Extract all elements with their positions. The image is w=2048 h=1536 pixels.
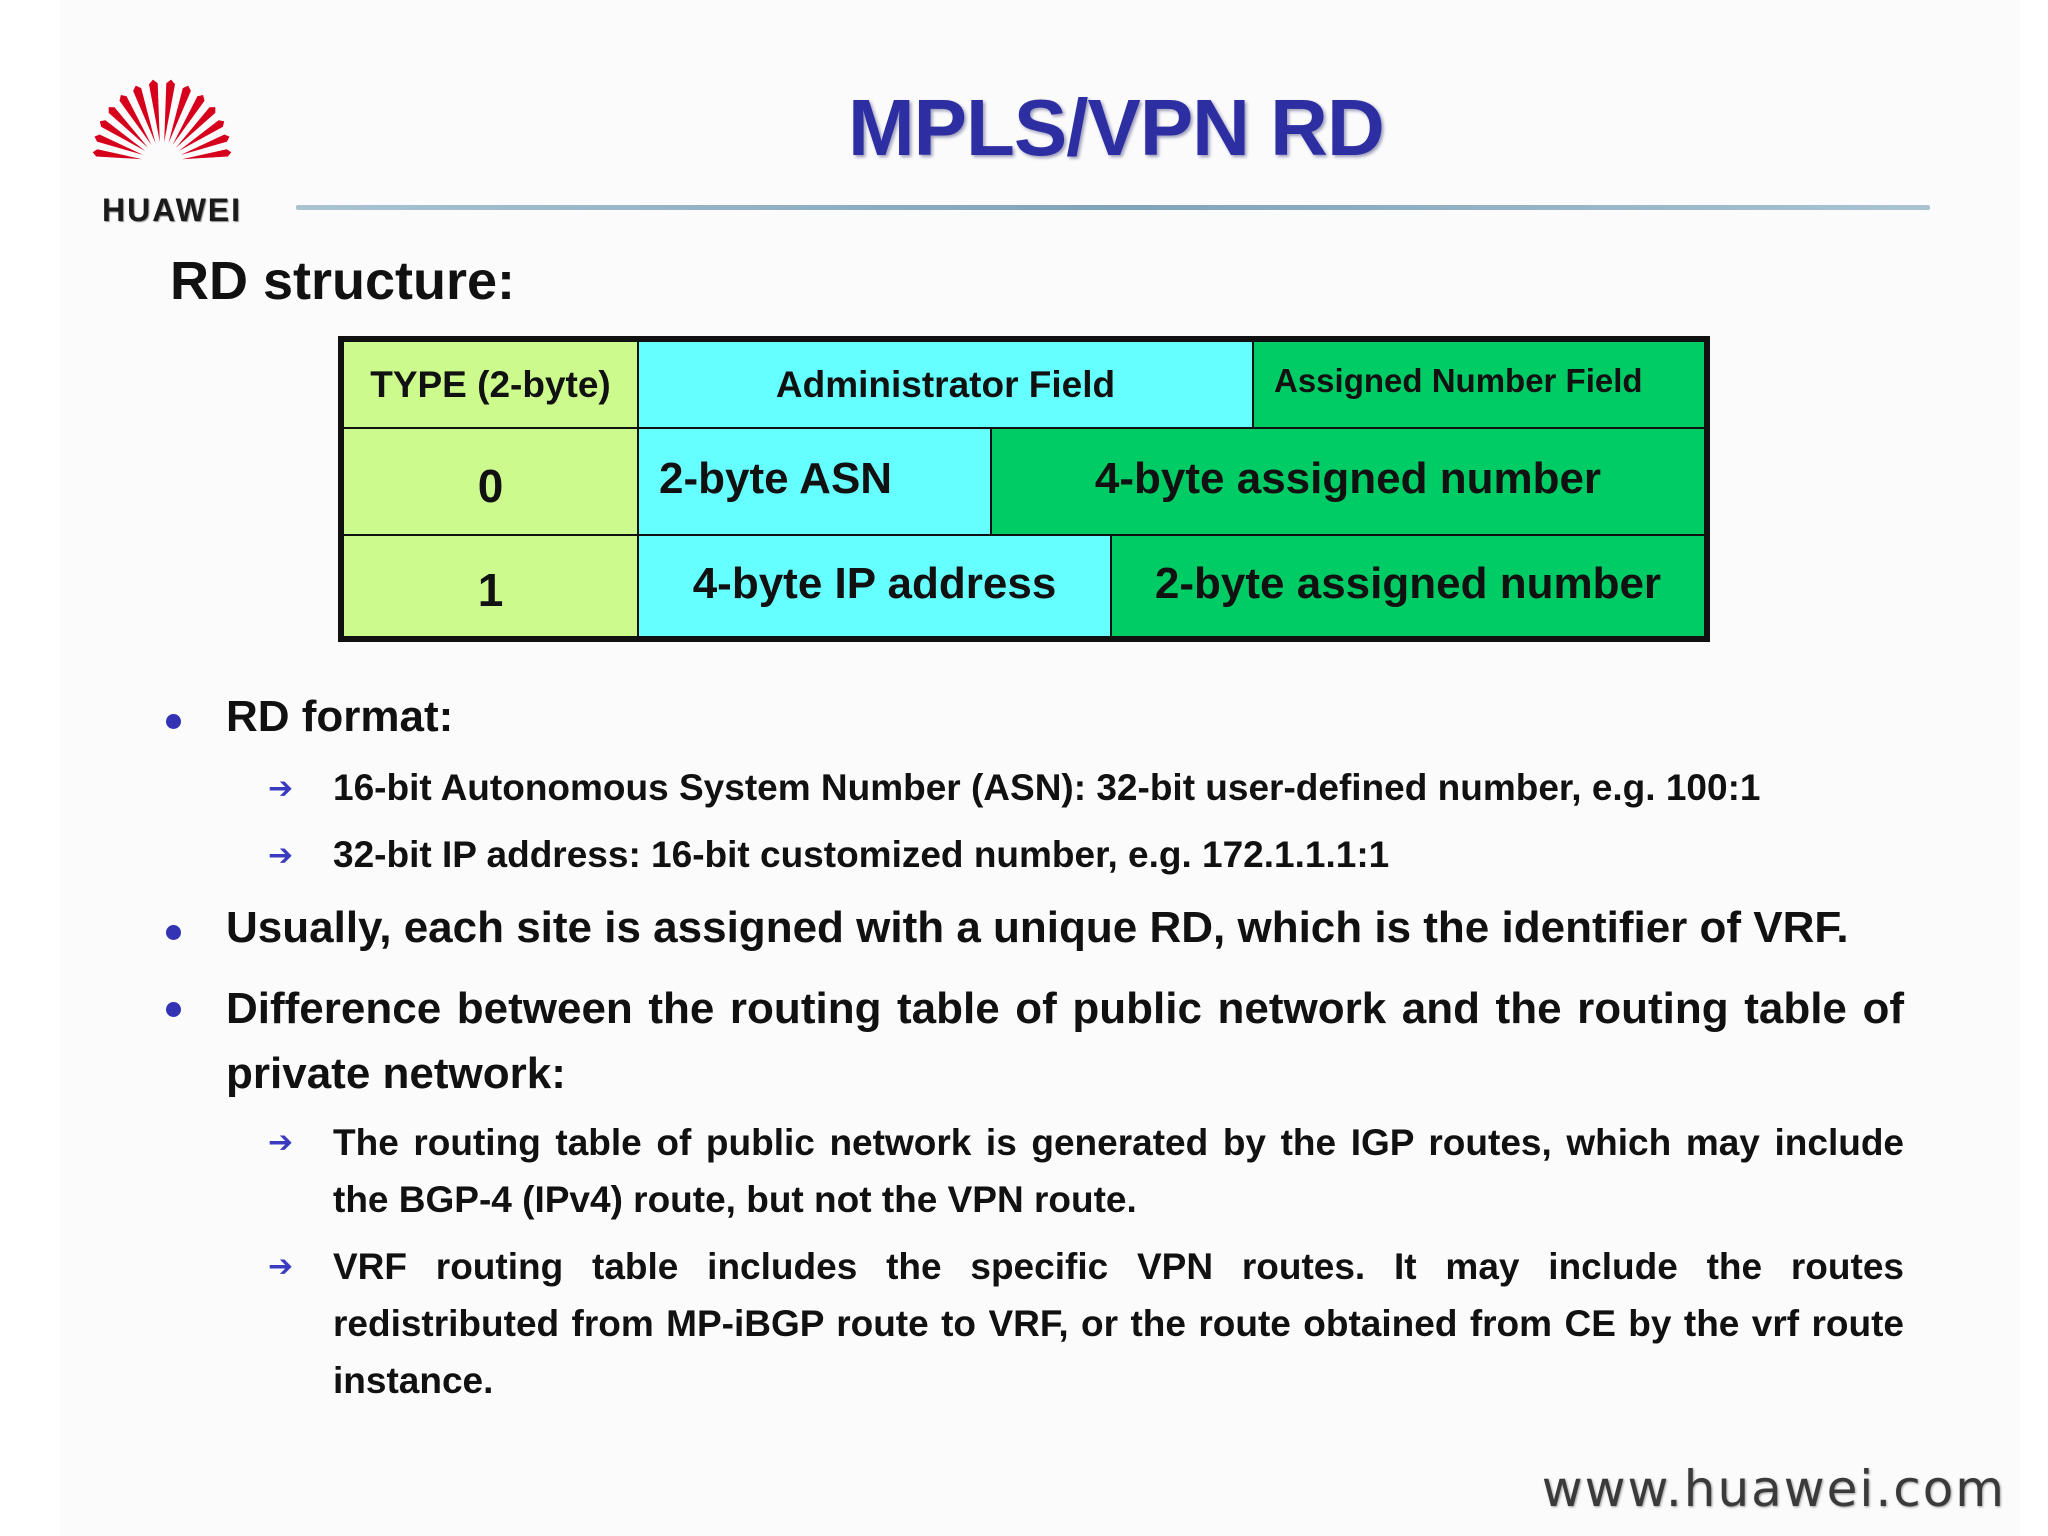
- header-assigned-cell: [1253, 341, 1705, 428]
- arrow-right-icon: ➔: [268, 771, 294, 806]
- footer-url: www.huawei.com: [1541, 1460, 2006, 1518]
- difference-item: The routing table of public network is generated by the IGP routes, which may include the BGP-4 (IPv4) route, but not the VPN route.: [333, 1122, 1904, 1220]
- rd-format-item: 16-bit Autonomous System Number (ASN): 32-bit user-defined number, e.g. 100:1: [333, 767, 1761, 808]
- bullet-dot-icon: [166, 1002, 181, 1017]
- rd-format-label: RD format:: [226, 692, 454, 741]
- logo-wordmark: HUAWEI: [102, 192, 242, 228]
- bullet-dot-icon: [166, 925, 181, 940]
- row-administrator-value: 4-byte IP address: [692, 559, 1057, 608]
- arrow-right-icon: ➔: [268, 1249, 294, 1284]
- row-administrator-cell: [638, 535, 1111, 637]
- header-administrator-label: Administrator Field: [775, 363, 1116, 405]
- header-type-cell: [343, 341, 638, 428]
- row-assigned-cell: [1111, 535, 1705, 637]
- logo-petal: [93, 149, 143, 159]
- row-assigned-value: 2-byte assigned number: [1154, 559, 1662, 608]
- section-heading: RD structure:: [170, 251, 516, 311]
- bullet-dot-icon: [166, 714, 181, 729]
- arrow-right-icon: ➔: [268, 838, 294, 873]
- page-title: MPLS/VPN RD: [848, 83, 1384, 172]
- header-type-label: TYPE (2-byte): [370, 363, 611, 405]
- header-assigned-label: Assigned Number Field: [1274, 362, 1643, 399]
- huawei-logo-icon: [62, 44, 262, 194]
- logo-petal: [182, 149, 232, 159]
- row-type-value: 0: [477, 459, 504, 512]
- logo-petal: [164, 80, 175, 143]
- rd-format-item: 32-bit IP address: 16-bit customized number, e.g. 172.1.1.1:1: [333, 834, 1390, 875]
- row-administrator-cell: [638, 428, 991, 535]
- rd-structure-table: [338, 336, 1710, 642]
- difference-item: VRF routing table includes the specific VPN routes. It may include the routes redistributed from MP-iBGP route to VRF, or the route obtained from CE by the vrf route instance.: [333, 1246, 1904, 1401]
- title-divider: [296, 205, 1930, 210]
- header-administrator-cell: [638, 341, 1253, 428]
- difference-label: Difference between the routing table of public network and the routing table of private network:: [226, 984, 1904, 1098]
- row-administrator-value: 2-byte ASN: [659, 453, 893, 503]
- logo-petal: [149, 80, 160, 143]
- row-type-cell: [343, 428, 638, 535]
- arrow-right-icon: ➔: [268, 1125, 294, 1160]
- row-assigned-cell: [991, 428, 1705, 535]
- unique-rd-text: Usually, each site is assigned with a unique RD, which is the identifier of VRF.: [226, 903, 1849, 952]
- huawei-logo: [62, 44, 262, 234]
- row-type-cell: [343, 535, 638, 637]
- row-type-value: 1: [477, 564, 504, 616]
- row-assigned-value: 4-byte assigned number: [1094, 453, 1602, 503]
